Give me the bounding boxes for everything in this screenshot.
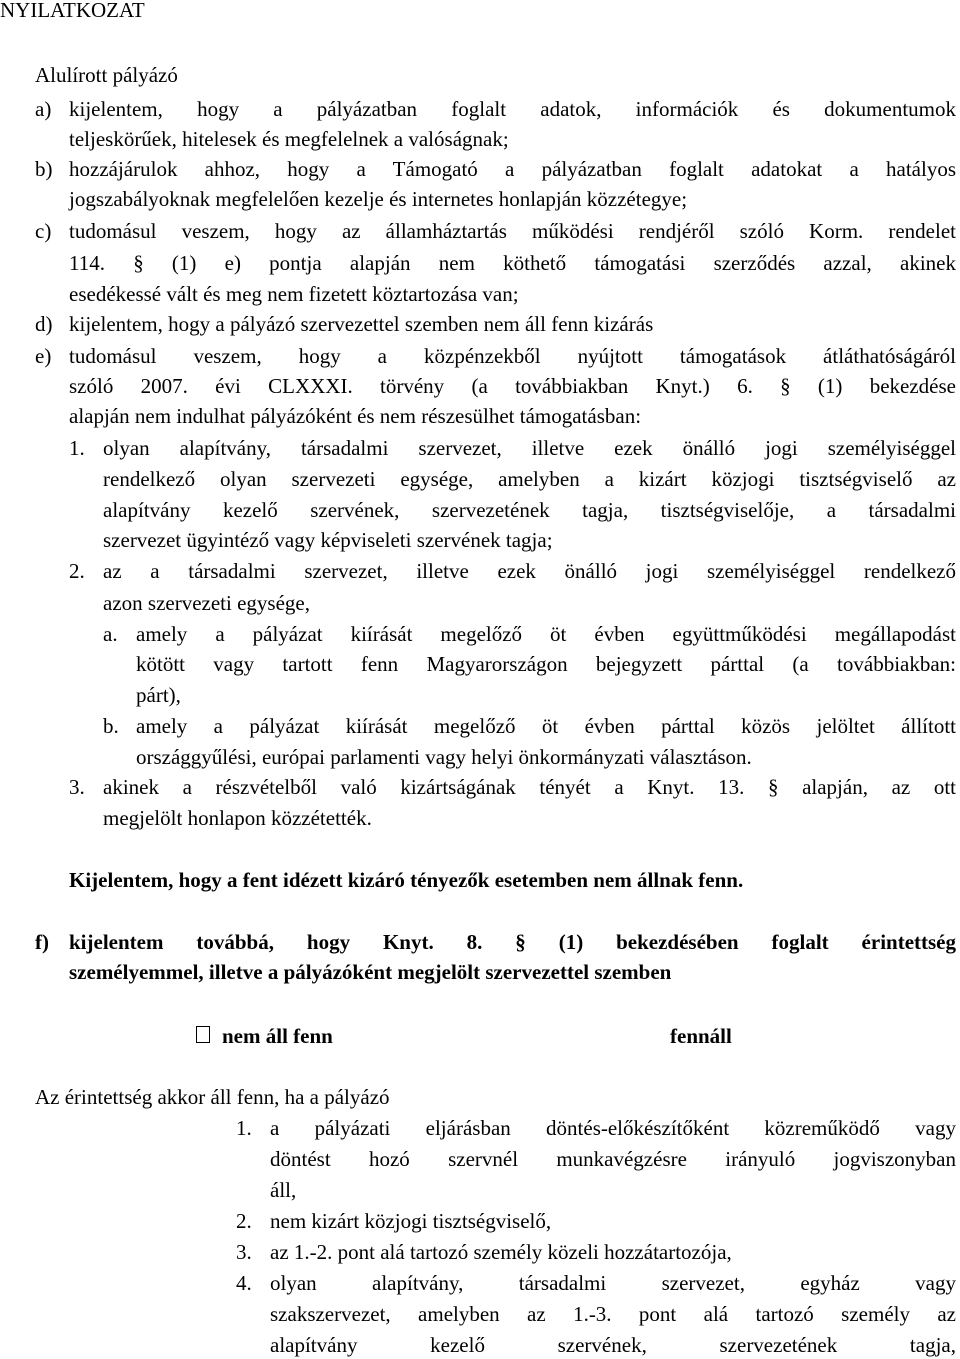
conflict-4-line-1: olyan alapítvány, társadalmi szervezet, egyház vagy — [270, 1271, 956, 1295]
exclusion-number-2: 2. — [69, 559, 85, 583]
item-f-line-2: személyemmel, illetve a pályázóként megjelölt szervezettel szemben — [69, 960, 672, 984]
option-exists-label: fennáll — [670, 1024, 732, 1048]
exclusion-1-line-2: rendelkező olyan szervezeti egysége, amelyben a kizárt közjogi tisztségviselő az — [103, 467, 956, 491]
exclusion-2-sub-marker-a: a. — [103, 622, 118, 646]
exclusion-2-line-1: az a társadalmi szervezet, illetve ezek önálló jogi személyiséggel rendelkező — [103, 559, 956, 583]
item-f-line-1: kijelentem továbbá, hogy Knyt. 8. § (1) bekezdésében foglalt érintettség — [69, 930, 956, 954]
item-e-line-1: tudomásul veszem, hogy a közpénzekből nyújtott támogatások átláthatóságáról — [69, 344, 956, 368]
conflict-intro: Az érintettség akkor áll fenn, ha a pályázó — [35, 1085, 390, 1109]
exclusion-1-line-1: olyan alapítvány, társadalmi szervezet, illetve ezek önálló jogi személyiséggel — [103, 436, 956, 460]
conflict-4-line-2: szakszervezet, amelyben az 1.-3. pont alá tartozó személy az — [270, 1302, 956, 1326]
conflict-number-2: 2. — [236, 1209, 252, 1233]
item-marker-f: f) — [35, 930, 49, 954]
not-exists-checkbox[interactable] — [196, 1026, 210, 1043]
exclusion-number-1: 1. — [69, 436, 85, 460]
item-c-line-1: tudomásul veszem, hogy az államháztartás működési rendjéről szóló Korm. rendelet — [69, 219, 956, 243]
exclusion-3-line-2: megjelölt honlapon közzétették. — [103, 806, 372, 830]
conflict-3-line-1: az 1.-2. pont alá tartozó személy közeli hozzátartozója, — [270, 1240, 732, 1264]
item-marker-c: c) — [35, 219, 52, 243]
conflict-1-line-1: a pályázati eljárásban döntés-előkészítőként közreműködő vagy — [270, 1116, 956, 1140]
item-c-line-2: 114. § (1) e) pontja alapján nem köthető támogatási szerződés azzal, akinek — [69, 251, 956, 275]
conflict-number-4: 4. — [236, 1271, 252, 1295]
intro-text: Alulírott pályázó — [35, 63, 178, 87]
exclusion-1-line-3: alapítvány kezelő szervének, szervezetének tagja, tisztségviselője, a társadalmi — [103, 498, 956, 522]
exclusion-2-sub-a-line-1: amely a pályázat kiírását megelőző öt évben együttműködési megállapodást — [136, 622, 956, 646]
conflict-number-3: 3. — [236, 1240, 252, 1264]
exclusion-number-3: 3. — [69, 775, 85, 799]
item-e-line-2: szóló 2007. évi CLXXXI. törvény (a továbbiakban Knyt.) 6. § (1) bekezdése — [69, 374, 956, 398]
item-a-line-2: teljeskörűek, hitelesek és megfelelnek a valóságnak; — [69, 127, 509, 151]
item-b-line-2: jogszabályoknak megfelelően kezelje és internetes honlapján közzétegye; — [69, 187, 688, 211]
item-marker-b: b) — [35, 157, 53, 181]
exclusion-2-sub-b-line-1: amely a pályázat kiírását megelőző öt évben párttal közös jelöltet állított — [136, 714, 956, 738]
item-marker-e: e) — [35, 344, 52, 368]
conflict-2-line-1: nem kizárt közjogi tisztségviselő, — [270, 1209, 552, 1233]
item-marker-a: a) — [35, 97, 52, 121]
exclusion-2-sub-marker-b: b. — [103, 714, 119, 738]
exclusion-2-sub-a-line-3: párt), — [136, 683, 181, 707]
item-c-line-3: esedékessé vált és meg nem fizetett köztartozása van; — [69, 282, 519, 306]
exclusion-2-sub-a-line-2: kötött vagy tartott fenn Magyarországon bejegyzett párttal (a továbbiakban: — [136, 652, 956, 676]
conflict-4-line-3: alapítvány kezelő szervének, szervezetének tagja, — [270, 1333, 956, 1357]
conflict-1-line-2: döntést hozó szervnél munkavégzésre irányuló jogviszonyban — [270, 1147, 956, 1171]
option-not-exists-label: nem áll fenn — [222, 1024, 333, 1048]
no-exclusion-statement: Kijelentem, hogy a fent idézett kizáró tényezők esetemben nem állnak fenn. — [69, 868, 744, 892]
document-title: NYILATKOZAT — [0, 0, 145, 22]
exclusion-1-line-4: szervezet ügyintéző vagy képviseleti szervének tagja; — [103, 528, 553, 552]
item-d-line-1: kijelentem, hogy a pályázó szervezettel szemben nem áll fenn kizárás — [69, 312, 654, 336]
item-marker-d: d) — [35, 312, 53, 336]
exclusion-2-sub-b-line-2: országgyűlési, európai parlamenti vagy helyi önkormányzati választáson. — [136, 745, 752, 769]
exclusion-3-line-1: akinek a részvételből való kizártságának tényét a Knyt. 13. § alapján, az ott — [103, 775, 956, 799]
conflict-number-1: 1. — [236, 1116, 252, 1140]
item-b-line-1: hozzájárulok ahhoz, hogy a Támogató a pályázatban foglalt adatokat a hatályos — [69, 157, 956, 181]
conflict-1-line-3: áll, — [270, 1178, 297, 1202]
item-e-line-3: alapján nem indulhat pályázóként és nem részesülhet támogatásban: — [69, 404, 642, 428]
exclusion-2-line-2: azon szervezeti egysége, — [103, 591, 310, 615]
item-a-line-1: kijelentem, hogy a pályázatban foglalt adatok, információk és dokumentumok — [69, 97, 956, 121]
